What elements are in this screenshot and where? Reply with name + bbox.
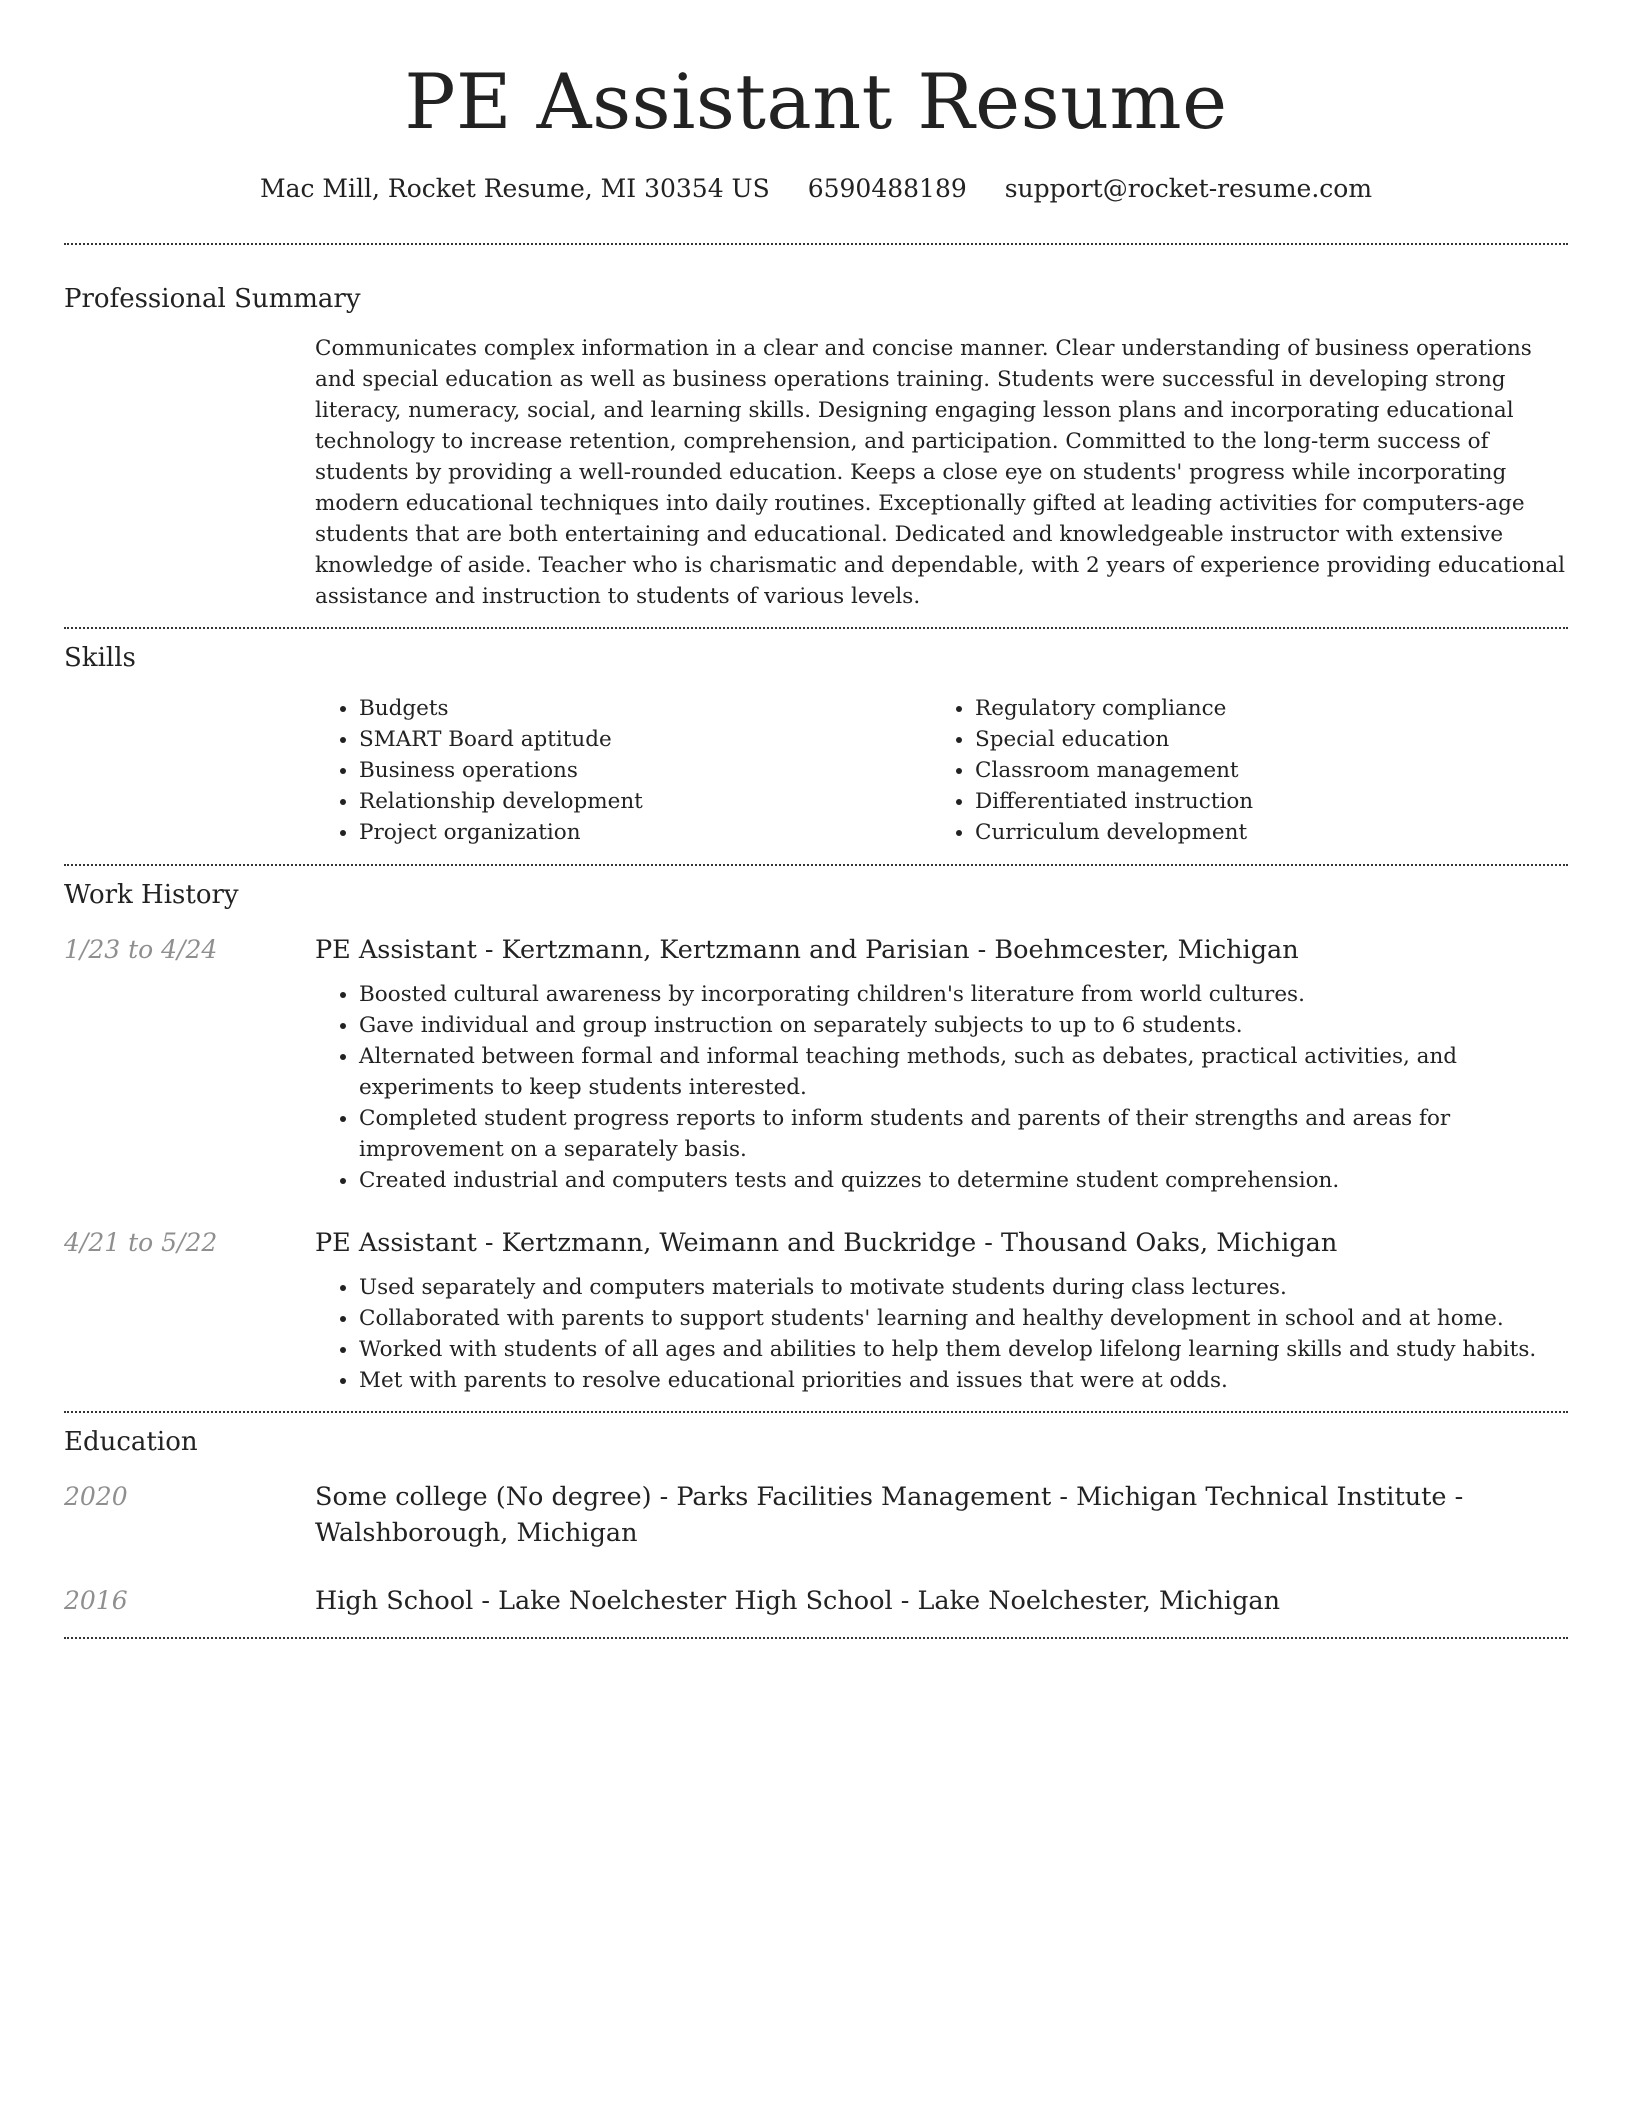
job-role: PE Assistant <box>315 935 477 965</box>
job-bullet: • Met with parents to resolve educational priorities and issues that were at odds. <box>359 1365 1568 1396</box>
job-bullets <box>315 979 1568 1196</box>
skill-item: • Curriculum development <box>975 817 1545 848</box>
phone: 6590488189 <box>807 174 967 203</box>
job-bullet: • Gave individual and group instruction on separately subjects to up to 6 students. <box>359 1010 1568 1041</box>
summary-heading: Professional Summary <box>64 284 361 314</box>
skill-item: • Regulatory compliance <box>975 693 1545 724</box>
education-entry <box>64 1583 1568 1619</box>
education-body <box>315 1479 1568 1551</box>
education-degree: High School <box>315 1586 474 1616</box>
job-dates: 1/23 to 4/24 <box>64 935 218 964</box>
job-bullet: • Collaborated with parents to support students' learning and healthy development in school and at home. <box>359 1303 1568 1334</box>
job-bullet: • Alternated between formal and informal teaching methods, such as debates, practical activities, and experiments to keep students interested. <box>359 1041 1568 1103</box>
education-degree: Some college (No degree) - Parks Facilities Management <box>315 1482 1052 1512</box>
separator: - <box>476 1228 502 1258</box>
skills-lists <box>315 693 1568 848</box>
address: Mac Mill, Rocket Resume, MI 30354 US <box>259 174 770 203</box>
job-title <box>315 932 1568 968</box>
job-role: PE Assistant <box>315 1228 477 1258</box>
skills-left-spacer <box>64 693 315 848</box>
education-body <box>315 1583 1568 1619</box>
job-bullet: • Completed student progress reports to inform students and parents of their strengths and areas for improvement on a separately basis. <box>359 1103 1568 1165</box>
education-school: Michigan Technical Institute <box>1076 1482 1447 1512</box>
separator: - <box>476 935 502 965</box>
resume-title: PE Assistant Resume <box>404 57 1228 146</box>
separator: - <box>473 1586 499 1616</box>
summary-body <box>315 333 1568 612</box>
skills-list-left <box>315 693 929 848</box>
skill-item: • SMART Board aptitude <box>359 724 929 755</box>
summary-row <box>64 333 1568 612</box>
job-company: Kertzmann, Kertzmann and Parisian <box>501 935 970 965</box>
skill-item: • Project organization <box>359 817 929 848</box>
job-bullet: • Boosted cultural awareness by incorporating children's literature from world cultures. <box>359 979 1568 1010</box>
work-section <box>64 866 1568 1396</box>
skills-list-right <box>929 693 1545 848</box>
summary-text: Communicates complex information in a clear and concise manner. Clear understanding of business operations and special education as well as business operations training. Students were successful in developing strong literacy, numeracy, social, and learning skills. Designing engaging lesson plans and incorporating educational technology to increase retention, comprehension, and participation. Committed to the long-term success of students by providing a well-rounded education. Keeps a close eye on students' progress while incorporating modern educational techniques into daily routines. Exceptionally gifted at leading activities for computers-age students that are both entertaining and educational. Dedicated and knowledgeable instructor with extensive knowledge of aside. Teacher who is charismatic and dependable, with 2 years of experience providing educational assistance and instruction to students of various levels. <box>315 336 1566 609</box>
education-year: 2016 <box>64 1586 128 1615</box>
contact-line <box>64 172 1568 206</box>
job-bullet: • Created industrial and computers tests and quizzes to determine student comprehension. <box>359 1165 1568 1196</box>
skill-item: • Budgets <box>359 693 929 724</box>
email: support@rocket-resume.com <box>1004 174 1373 203</box>
job-location: Boehmcester, Michigan <box>994 935 1299 965</box>
job-bullets <box>315 1272 1568 1396</box>
job-entry <box>64 932 1568 1196</box>
separator: - <box>976 1228 1001 1258</box>
job-dates: 4/21 to 5/22 <box>64 1228 218 1257</box>
education-school: Lake Noelchester High School <box>498 1586 893 1616</box>
job-entry <box>64 1225 1568 1396</box>
education-section <box>64 1413 1568 1619</box>
job-location: Thousand Oaks, Michigan <box>1001 1228 1338 1258</box>
education-year: 2020 <box>64 1482 128 1511</box>
skill-item: • Classroom management <box>975 755 1545 786</box>
skills-section <box>64 629 1568 848</box>
work-heading: Work History <box>64 880 239 910</box>
summary-section <box>64 245 1568 612</box>
skill-item: • Relationship development <box>359 786 929 817</box>
summary-left-spacer <box>64 333 315 612</box>
job-title <box>315 1225 1568 1261</box>
separator: - <box>969 935 995 965</box>
job-bullet: • Used separately and computers materials to motivate students during class lectures. <box>359 1272 1568 1303</box>
separator: - <box>892 1586 918 1616</box>
skill-item: • Business operations <box>359 755 929 786</box>
education-entry <box>64 1479 1568 1551</box>
job-company: Kertzmann, Weimann and Buckridge <box>501 1228 977 1258</box>
education-location: Lake Noelchester, Michigan <box>917 1586 1281 1616</box>
education-location: Walshborough, Michigan <box>315 1518 638 1548</box>
separator: - <box>1051 1482 1077 1512</box>
job-body <box>315 932 1568 1196</box>
education-heading: Education <box>64 1427 198 1457</box>
skill-item: • Differentiated instruction <box>975 786 1545 817</box>
skills-heading: Skills <box>64 643 136 673</box>
skills-row <box>64 693 1568 848</box>
job-bullet: • Worked with students of all ages and abilities to help them develop lifelong learning skills and study habits. <box>359 1334 1568 1365</box>
separator: - <box>1446 1482 1464 1512</box>
education-title <box>315 1583 1568 1619</box>
skill-item: • Special education <box>975 724 1545 755</box>
job-body <box>315 1225 1568 1396</box>
education-title <box>315 1479 1568 1551</box>
divider <box>64 1637 1568 1639</box>
resume-page <box>64 0 1568 1639</box>
